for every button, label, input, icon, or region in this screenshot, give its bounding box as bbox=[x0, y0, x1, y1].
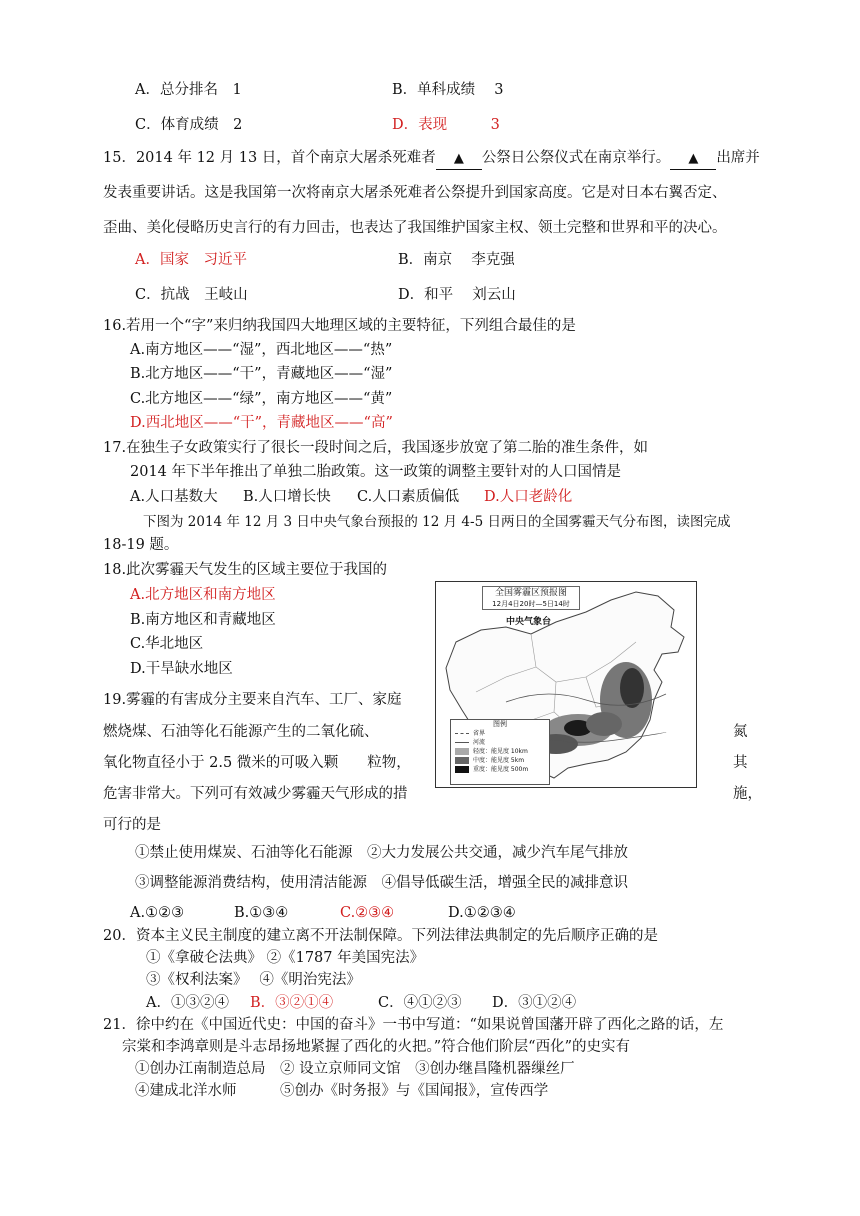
q19-stem-line3-end: 其 bbox=[733, 755, 748, 771]
q15-stem-prefix: 15．2014 年 12 月 13 日，首个南京大屠杀死难者 bbox=[103, 150, 436, 166]
q21-statement-1: ①创办江南制造总局 ② 设立京师同文馆 ③创办继昌隆机器缫丝厂 bbox=[135, 1061, 575, 1077]
q19-stem-line4: 危害非常大。下列可有效减少雾霾天气形成的措 bbox=[103, 786, 408, 802]
q17-option-b: B.人口增长快 bbox=[243, 489, 331, 505]
q20-option-a: A．①③②④ bbox=[146, 995, 229, 1011]
q15-stem-mid: 公祭日公祭仪式在南京举行。 bbox=[481, 150, 671, 166]
q19-stem-line3: 氧化物直径小于 2.5 微米的可吸入颗 粒物， bbox=[103, 755, 411, 771]
q19-statement-1: ①禁止使用煤炭、石油等化石能源 ②大力发展公共交通，减少汽车尾气排放 bbox=[135, 845, 628, 861]
q19-option-c: C.②③④ bbox=[340, 905, 395, 921]
q18-option-c: C.华北地区 bbox=[130, 636, 204, 652]
q20-option-d: D．③①②④ bbox=[492, 995, 577, 1011]
q16-stem: 16.若用一个“字”来归纳我国四大地理区域的主要特征，下列组合最佳的是 bbox=[103, 318, 576, 334]
q19-statement-2: ③调整能源消费结构，使用清洁能源 ④倡导低碳生活，增强全民的减排意识 bbox=[135, 875, 628, 891]
q18-option-a: A.北方地区和南方地区 bbox=[130, 587, 276, 603]
legend-item-river: 河流 bbox=[451, 738, 549, 747]
intro-line2: 18-19 题。 bbox=[103, 537, 179, 553]
q20-statement-2: ③《权利法案》 ④《明治宪法》 bbox=[146, 972, 361, 988]
q15-option-a: A．国家 习近平 bbox=[135, 252, 247, 268]
legend-title: 图例 bbox=[493, 720, 507, 728]
q17-stem-line1: 17.在独生子女政策实行了很长一段时间之后，我国逐步放宽了第二胎的准生条件，如 bbox=[103, 440, 649, 456]
q19-option-d: D.①②③④ bbox=[448, 905, 516, 921]
legend-item-heavy: 重度：能见度 500m bbox=[451, 765, 549, 774]
q15-blank-1: ▲ bbox=[436, 149, 482, 170]
legend-item-light: 轻度：能见度 10km bbox=[451, 747, 549, 756]
q16-option-a: A.南方地区——“湿”，西北地区——“热” bbox=[130, 342, 393, 358]
legend-item-medium: 中度：能见度 5km bbox=[451, 756, 549, 765]
q19-option-a: A.①②③ bbox=[130, 905, 185, 921]
q19-stem-line4-end: 施， bbox=[733, 786, 762, 802]
q19-stem-line1: 19.雾霾的有害成分主要来自汽车、工厂、家庭 bbox=[103, 692, 402, 708]
q18-stem: 18.此次雾霾天气发生的区域主要位于我国的 bbox=[103, 562, 388, 578]
q14-option-d: D．表现 3 bbox=[392, 117, 500, 133]
map-source: 中央气象台 bbox=[506, 617, 552, 627]
q21-stem-line2: 宗棠和李鸿章则是斗志昂扬地紧握了西化的火把。”符合他们阶层“西化”的史实有 bbox=[122, 1039, 630, 1055]
q15-blank-2: ▲ bbox=[670, 149, 716, 170]
q20-option-b: B．③②①④ bbox=[250, 995, 334, 1011]
map-title: 全国雾霾区预报图 bbox=[494, 588, 567, 598]
q16-option-c: C.北方地区——“绿”，南方地区——“黄” bbox=[130, 391, 393, 407]
q20-option-c: C．④①②③ bbox=[378, 995, 462, 1011]
q21-statement-2: ④建成北洋水师 ⑤创办《时务报》与《国闻报》，宣传西学 bbox=[135, 1083, 549, 1099]
q17-option-c: C.人口素质偏低 bbox=[357, 489, 460, 505]
q20-statement-1: ①《拿破仑法典》 ②《1787 年美国宪法》 bbox=[146, 950, 425, 966]
q18-option-d: D.干旱缺水地区 bbox=[130, 661, 233, 677]
map-subtitle: 12月4日20时—5日14时 bbox=[492, 600, 570, 608]
q15-stem-line2: 发表重要讲话。这是我国第一次将南京大屠杀死难者公祭提升到国家高度。它是对日本右翼否定、 bbox=[103, 185, 727, 201]
q19-stem-line2-end: 氮 bbox=[733, 724, 748, 740]
q17-stem-line2: 2014 年下半年推出了单独二胎政策。这一政策的调整主要针对的人口国情是 bbox=[130, 464, 622, 480]
q14-option-b: B．单科成绩 3 bbox=[392, 82, 504, 98]
q15-option-d: D．和平 刘云山 bbox=[398, 287, 516, 303]
q19-stem-line5: 可行的是 bbox=[103, 817, 161, 833]
q18-option-b: B.南方地区和青藏地区 bbox=[130, 612, 276, 628]
q15-option-b: B．南京 李克强 bbox=[398, 252, 515, 268]
q16-option-d: D.西北地区——“干”，青藏地区——“高” bbox=[130, 415, 393, 431]
q19-stem-line2: 燃烧煤、石油等化石能源产生的二氧化硫、 bbox=[103, 724, 379, 740]
q14-option-a: A．总分排名 1 bbox=[135, 82, 242, 98]
q19-option-b: B.①③④ bbox=[234, 905, 289, 921]
q16-option-b: B.北方地区——“干”，青藏地区——“湿” bbox=[130, 366, 393, 382]
q14-option-c: C．体育成绩 2 bbox=[135, 117, 243, 133]
q17-option-d: D.人口老龄化 bbox=[484, 489, 573, 505]
q20-stem: 20．资本主义民主制度的建立离不开法制保障。下列法律法典制定的先后顺序正确的是 bbox=[103, 928, 658, 944]
q17-option-a: A.人口基数大 bbox=[130, 489, 218, 505]
q21-stem-line1: 21．徐中约在《中国近代史：中国的奋斗》一书中写道：“如果说曾国藩开辟了西化之路的话，左 bbox=[103, 1017, 724, 1033]
smog-forecast-map bbox=[435, 581, 697, 788]
q15-stem-suffix: 出席并 bbox=[716, 150, 760, 166]
map-legend bbox=[450, 719, 550, 785]
q15-stem-line1 bbox=[103, 148, 760, 170]
legend-item-border: 省界 bbox=[451, 729, 549, 738]
intro-line1: 下图为 2014 年 12 月 3 日中央气象台预报的 12 月 4-5 日两日的全国雾霾天气分布图，读图完成 bbox=[143, 514, 731, 530]
q15-option-c: C．抗战 王岐山 bbox=[135, 287, 248, 303]
map-title-box bbox=[482, 586, 580, 610]
q15-stem-line3: 歪曲、美化侵略历史言行的有力回击，也表达了我国维护国家主权、领土完整和世界和平的决心。 bbox=[103, 220, 727, 236]
